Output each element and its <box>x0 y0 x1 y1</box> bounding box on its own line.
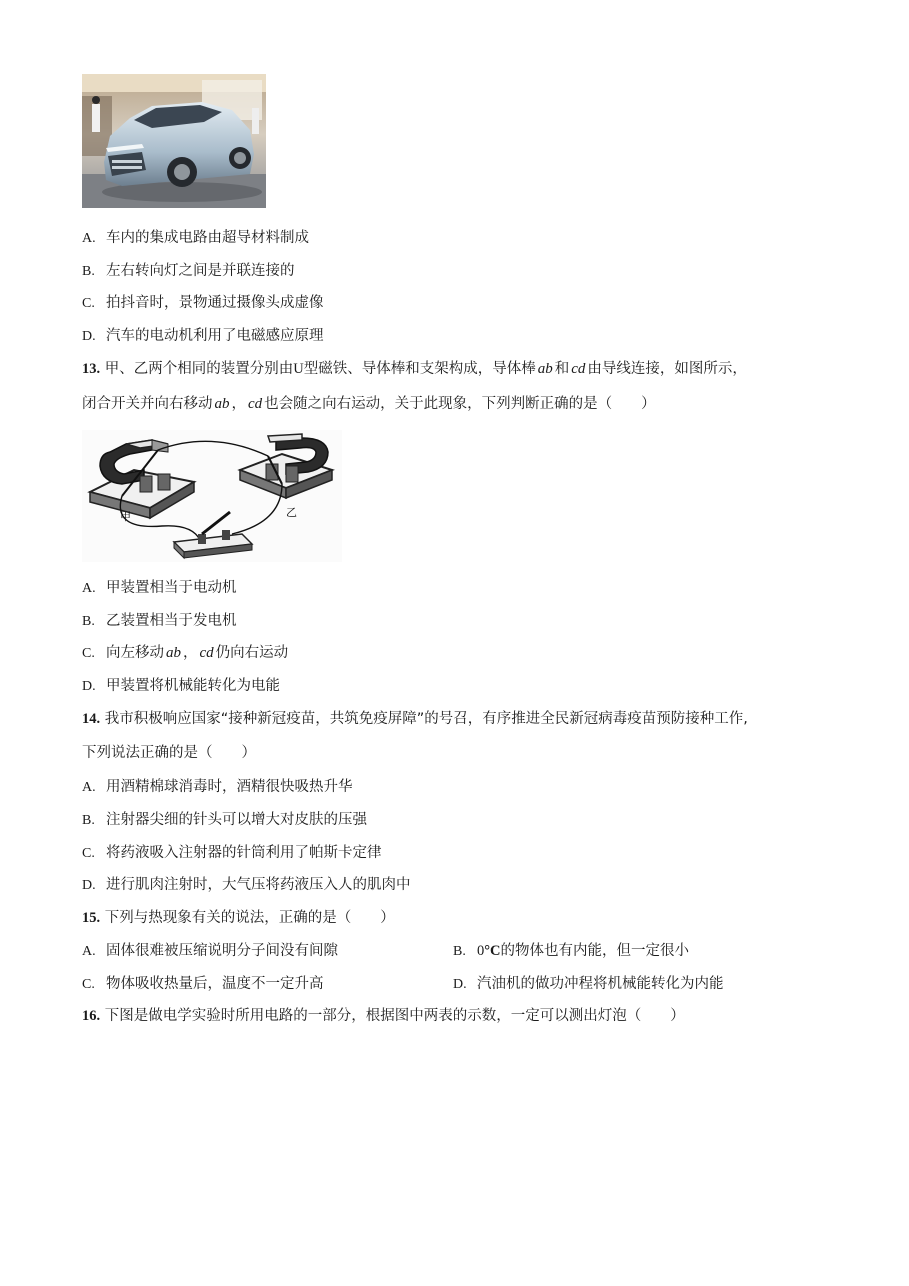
q12-option-d: D. 汽车的电动机利用了电磁感应原理 <box>82 328 324 344</box>
q16-stem: 16. 下图是做电学实验时所用电路的一部分，根据图中两表的示数，一定可以测出灯泡（ ） <box>82 1008 685 1024</box>
label-yi: 乙 <box>286 506 297 519</box>
q14-number: 14. <box>82 711 101 727</box>
q13-stem-line1: 13. 甲、乙两个相同的装置分别由U型磁铁、导体棒和支架构成，导体棒 ab 和 cd 由导线连接，如图所示， <box>82 361 747 377</box>
q15-option-a: A. 固体很难被压缩说明分子间没有间隙 <box>82 943 338 959</box>
q15-options-row2 <box>82 974 842 995</box>
q12-option-a: A. 车内的集成电路由超导材料制成 <box>82 230 309 246</box>
q14-option-c: C. 将药液吸入注射器的针筒利用了帕斯卡定律 <box>82 845 382 861</box>
q13-option-b: B. 乙装置相当于发电机 <box>82 613 237 629</box>
q13-option-c: C. 向左移动 ab ， cd 仍向右运动 <box>82 645 289 661</box>
q14-option-d: D. 进行肌肉注射时，大气压将药液压入人的肌肉中 <box>82 877 411 893</box>
q14-stem-line2: 下列说法正确的是（ ） <box>82 745 256 761</box>
q15-options-row1 <box>82 941 842 962</box>
q16-number: 16. <box>82 1008 101 1024</box>
car-photo <box>82 74 266 208</box>
q15-stem: 15. 下列与热现象有关的说法，正确的是（ ） <box>82 910 395 926</box>
q14-option-a: A. 用酒精棉球消毒时，酒精很快吸热升华 <box>82 779 353 795</box>
q12-option-b: B. 左右转向灯之间是并联连接的 <box>82 263 295 279</box>
q14-stem-line1: 14. 我市积极响应国家“接种新冠疫苗，共筑免疫屏障”的号召，有序推进全民新冠病毒疫苗预防接种工作, <box>82 711 748 727</box>
q15-option-d: D. 汽油机的做功冲程将机械能转化为内能 <box>453 976 724 992</box>
label-jia: 甲 <box>120 510 131 523</box>
q15-number: 15. <box>82 910 101 926</box>
q13-option-a: A. 甲装置相当于电动机 <box>82 580 237 596</box>
magnet-apparatus-figure <box>82 430 342 562</box>
q15-option-c: C. 物体吸收热量后，温度不一定升高 <box>82 976 324 992</box>
q13-option-d: D. 甲装置将机械能转化为电能 <box>82 678 280 694</box>
q14-option-b: B. 注射器尖细的针头可以增大对皮肤的压强 <box>82 812 367 828</box>
q13-stem-line2: 闭合开关并向右移动 ab ， cd 也会随之向右运动，关于此现象，下列判断正确的是（ ） <box>82 396 656 412</box>
q13-number: 13. <box>82 361 101 377</box>
q12-option-c: C. 拍抖音时，景物通过摄像头成虚像 <box>82 295 324 311</box>
q15-option-b: B. 0°C的物体也有内能，但一定很小 <box>453 943 690 959</box>
